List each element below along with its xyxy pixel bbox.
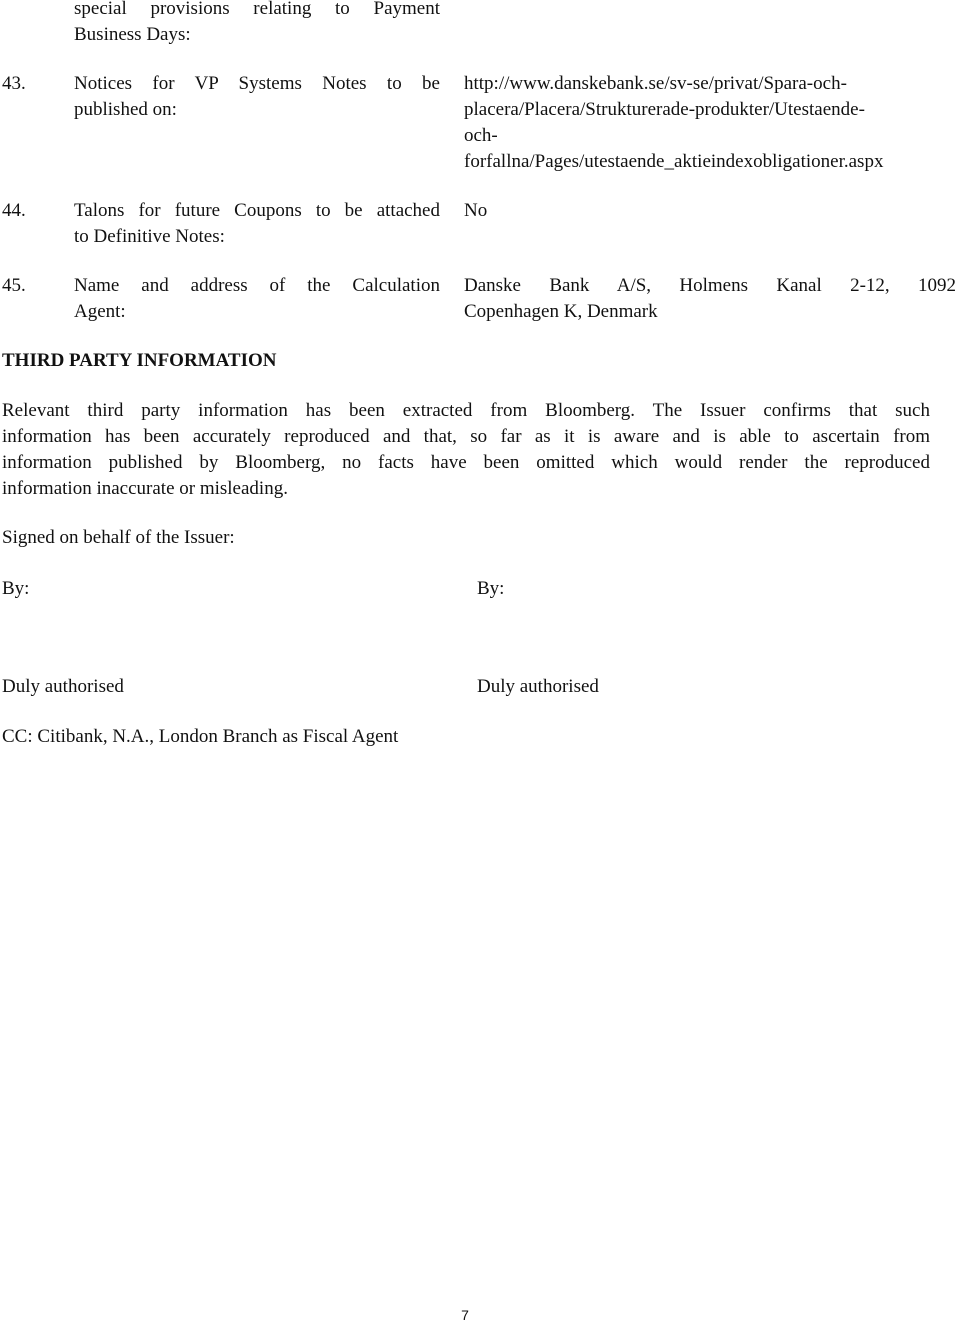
item-44-label-line1: Talons for future Coupons to be attached [74,200,440,221]
item-43-number: 43. [2,73,26,94]
item-43-label-line1: Notices for VP Systems Notes to be [74,73,440,94]
item-45-label-line2: Agent: [74,301,126,322]
item-43-url-line1[interactable]: http://www.danskebank.se/sv-se/privat/Spara-och- [464,73,847,94]
by-left-label: By: [2,578,30,599]
item-43-url-line3[interactable]: och- [464,125,498,146]
item-45-value-line1: Danske Bank A/S, Holmens Kanal 2-12, 1092 [464,275,956,296]
third-party-line-2: information has been accurately reproduced and that, so far as it is aware and is able to ascertain from [2,426,930,447]
item-43-url-line2[interactable]: placera/Placera/Strukturerade-produkter/Utestaende- [464,99,865,120]
item-45-label-line1: Name and address of the Calculation [74,275,440,296]
third-party-line-3: information published by Bloomberg, no facts have been omitted which would render the reproduced [2,452,930,473]
cc-fiscal-agent: CC: Citibank, N.A., London Branch as Fiscal Agent [2,726,399,747]
item-45-value-line2: Copenhagen K, Denmark [464,301,658,322]
third-party-line-1: Relevant third party information has been extracted from Bloomberg. The Issuer confirms that such [2,400,930,421]
page-number: 7 [461,1307,469,1323]
duly-authorised-right: Duly authorised [477,676,599,697]
third-party-line-4: information inaccurate or misleading. [2,478,288,499]
prev-item-label-line1: special provisions relating to Payment [74,0,440,19]
by-right-label: By: [477,578,505,599]
third-party-paragraph [2,398,930,502]
item-45-number: 45. [2,275,26,296]
third-party-heading: THIRD PARTY INFORMATION [2,350,277,371]
item-43-label-line2: published on: [74,99,177,120]
item-44-label-line2: to Definitive Notes: [74,226,225,247]
duly-authorised-left: Duly authorised [2,676,124,697]
prev-item-label-line2: Business Days: [74,24,191,45]
item-44-value: No [464,200,488,221]
signed-on-behalf: Signed on behalf of the Issuer: [2,527,235,548]
item-44-number: 44. [2,200,26,221]
item-43-url-line4[interactable]: forfallna/Pages/utestaende_aktieindexobligationer.aspx [464,151,884,172]
